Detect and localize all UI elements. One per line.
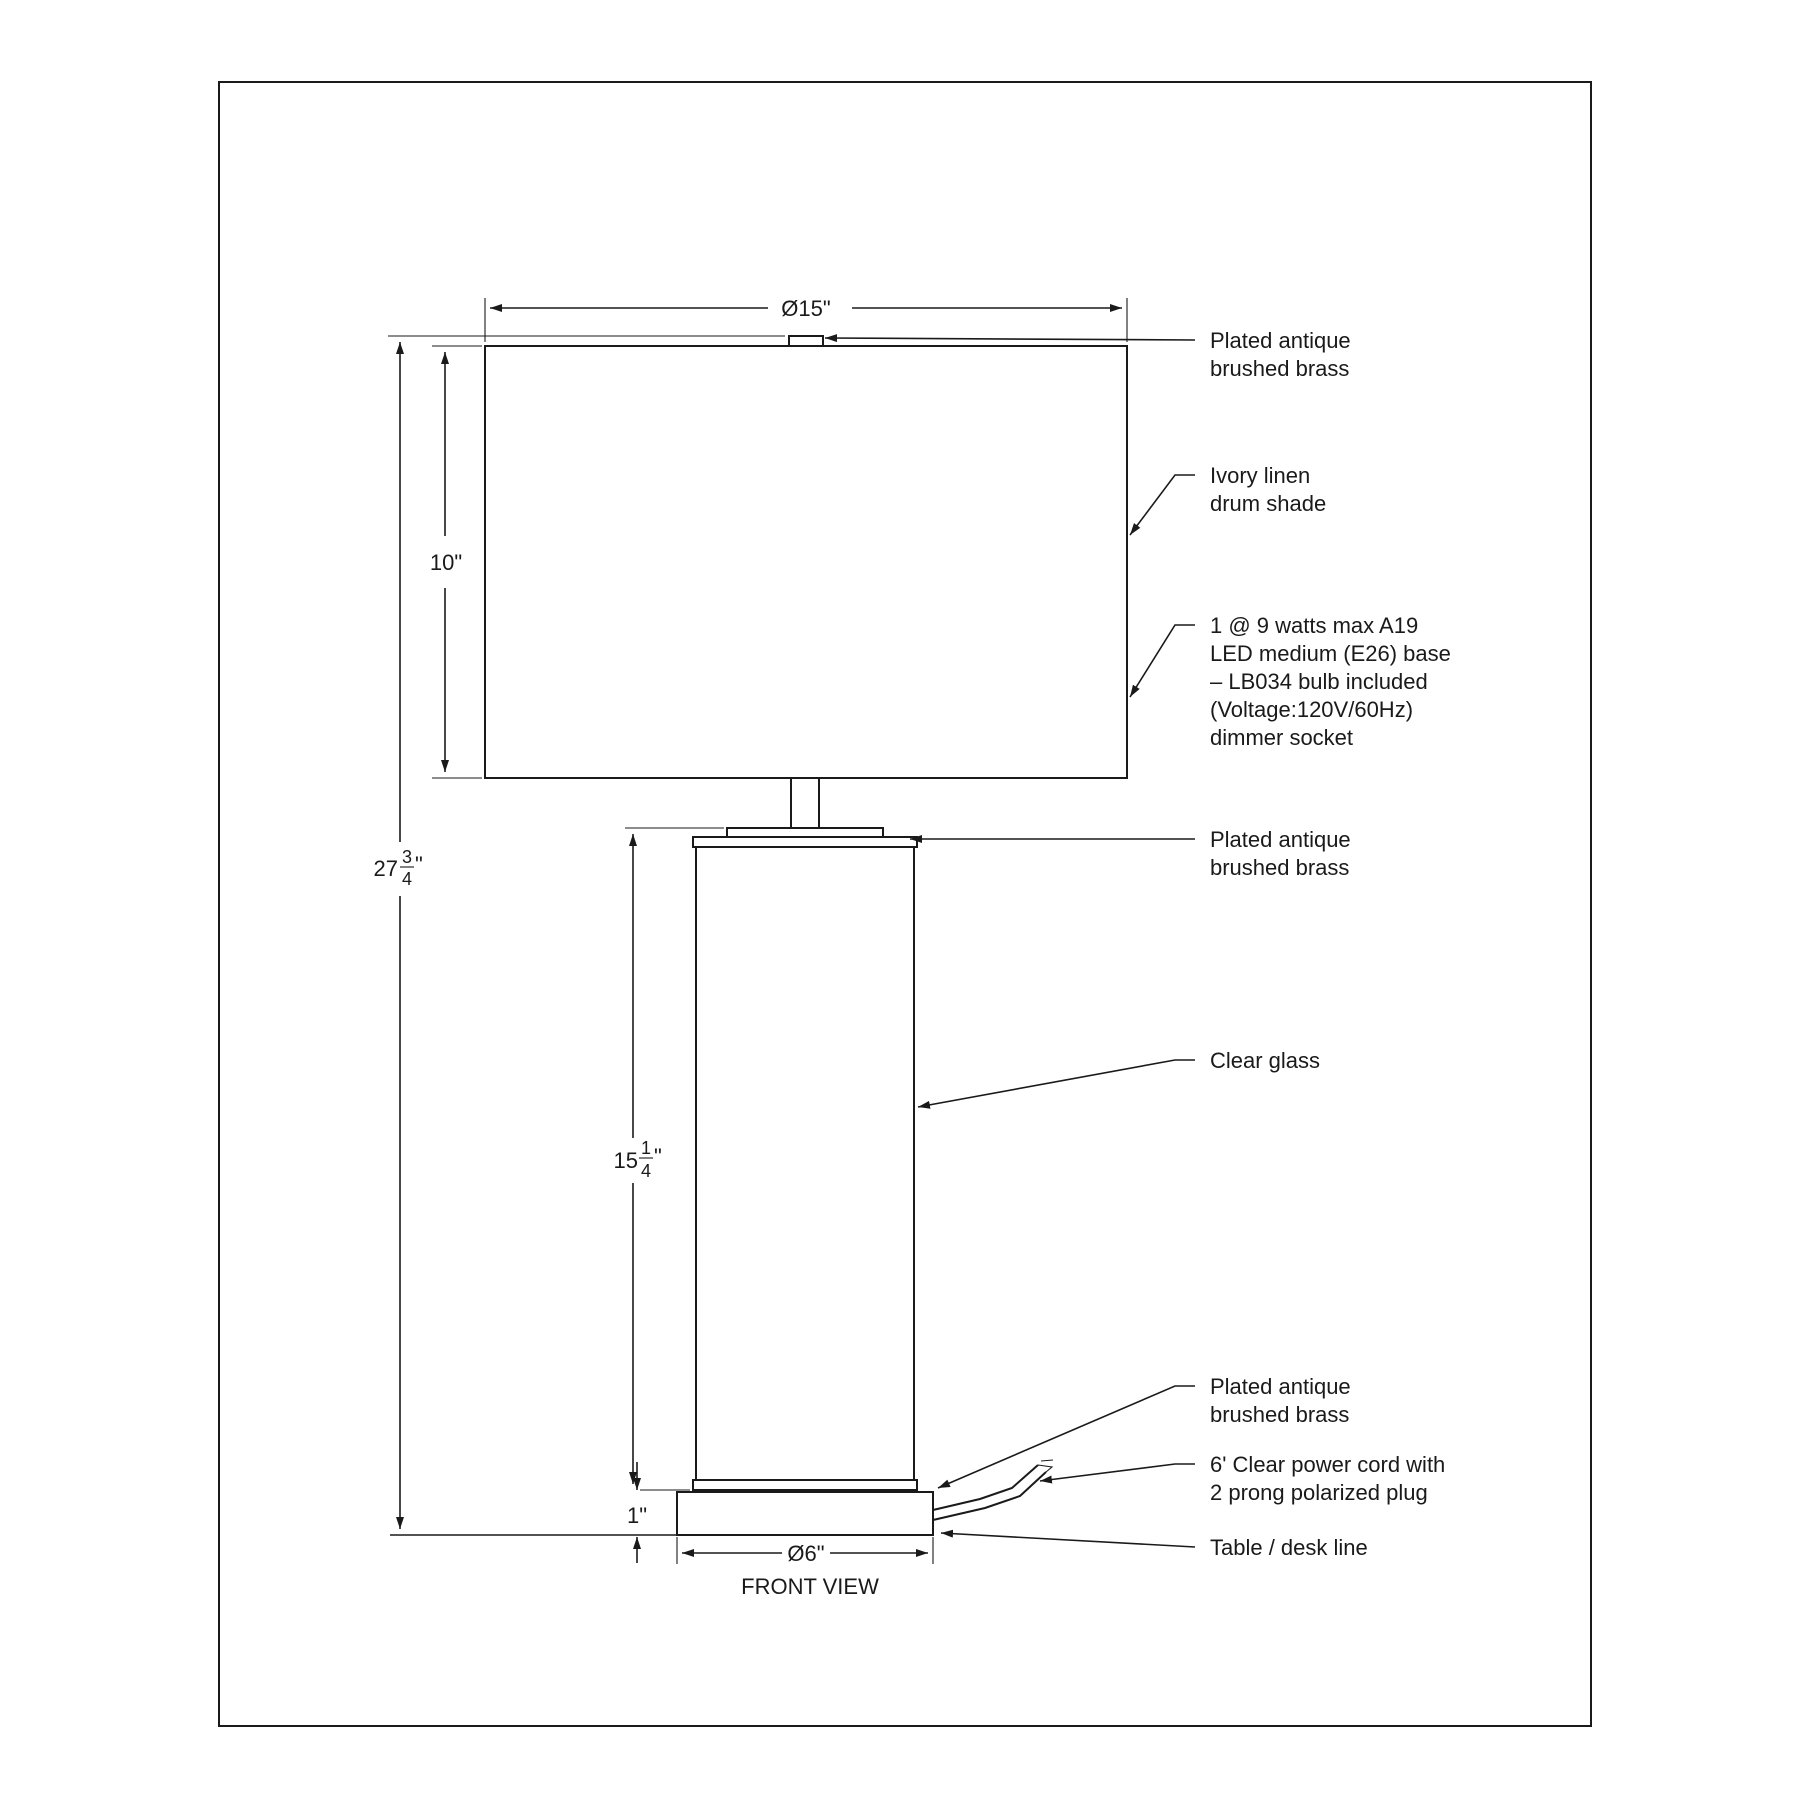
svg-text:drum shade: drum shade <box>1210 491 1327 516</box>
dim-body-height-unit: " <box>654 1144 662 1169</box>
svg-text:LED medium (E26) base: LED medium (E26) base <box>1210 641 1451 666</box>
callout-top-cap <box>1210 827 1351 880</box>
callout-bottom-cap <box>1210 1374 1351 1427</box>
top-plate <box>727 828 883 837</box>
dim-overall-height-whole: 27 <box>373 856 398 881</box>
callout-glass <box>1210 1048 1320 1073</box>
svg-text:1 @ 9 watts max A19: 1 @ 9 watts max A19 <box>1210 613 1419 638</box>
callout-finial <box>1210 328 1351 381</box>
callout-bulb <box>1210 613 1451 750</box>
callout-cord <box>1210 1452 1445 1505</box>
svg-text:2 prong polarized plug: 2 prong polarized plug <box>1210 1480 1428 1505</box>
dim-base-diameter-text: Ø6" <box>787 1541 825 1566</box>
dim-shade-height <box>430 352 462 772</box>
svg-text:brushed brass: brushed brass <box>1210 855 1350 880</box>
dim-body-height-whole: 15 <box>613 1148 638 1173</box>
dim-base-diameter <box>677 1537 933 1566</box>
plug-tip <box>1038 1460 1053 1472</box>
power-cord <box>933 1465 1046 1520</box>
svg-text:Ivory linen: Ivory linen <box>1210 463 1311 488</box>
svg-text:(Voltage:120V/60Hz): (Voltage:120V/60Hz) <box>1210 697 1414 722</box>
glass-column <box>696 847 914 1480</box>
dim-body-height <box>614 834 662 1484</box>
top-cap <box>693 837 917 847</box>
drum-shade <box>485 346 1127 778</box>
view-label: FRONT VIEW <box>741 1574 879 1599</box>
callout-table <box>1210 1535 1368 1560</box>
dim-overall-height-den: 4 <box>401 869 413 889</box>
finial <box>789 336 823 346</box>
svg-text:dimmer socket: dimmer socket <box>1210 725 1354 750</box>
dim-overall-height-unit: " <box>415 852 423 877</box>
svg-text:brushed brass: brushed brass <box>1210 356 1350 381</box>
base-plinth <box>677 1492 933 1535</box>
svg-text:Plated antique: Plated antique <box>1210 328 1351 353</box>
svg-text:Table / desk line: Table / desk line <box>1210 1535 1368 1560</box>
harp-stem <box>791 778 819 828</box>
svg-text:Clear glass: Clear glass <box>1210 1048 1321 1073</box>
dim-base-height <box>627 1462 647 1563</box>
dim-base-height-text: 1" <box>626 1503 648 1528</box>
callout-shade <box>1210 463 1326 516</box>
lamp-figure <box>485 336 1127 1535</box>
svg-text:6' Clear power cord with: 6' Clear power cord with <box>1210 1452 1446 1477</box>
dim-shade-height-text: 10" <box>429 550 463 575</box>
dim-shade-diameter-text: Ø15" <box>781 296 831 321</box>
bottom-cap <box>693 1480 917 1490</box>
dim-overall-height-num: 3 <box>401 847 413 867</box>
svg-text:Plated antique: Plated antique <box>1210 827 1351 852</box>
svg-text:– LB034 bulb included: – LB034 bulb included <box>1210 669 1428 694</box>
dim-body-height-num: 1 <box>640 1138 652 1158</box>
dim-body-height-den: 4 <box>640 1161 652 1181</box>
svg-text:Plated antique: Plated antique <box>1210 1374 1351 1399</box>
svg-text:brushed brass: brushed brass <box>1210 1402 1350 1427</box>
dim-overall-height <box>374 342 423 1529</box>
